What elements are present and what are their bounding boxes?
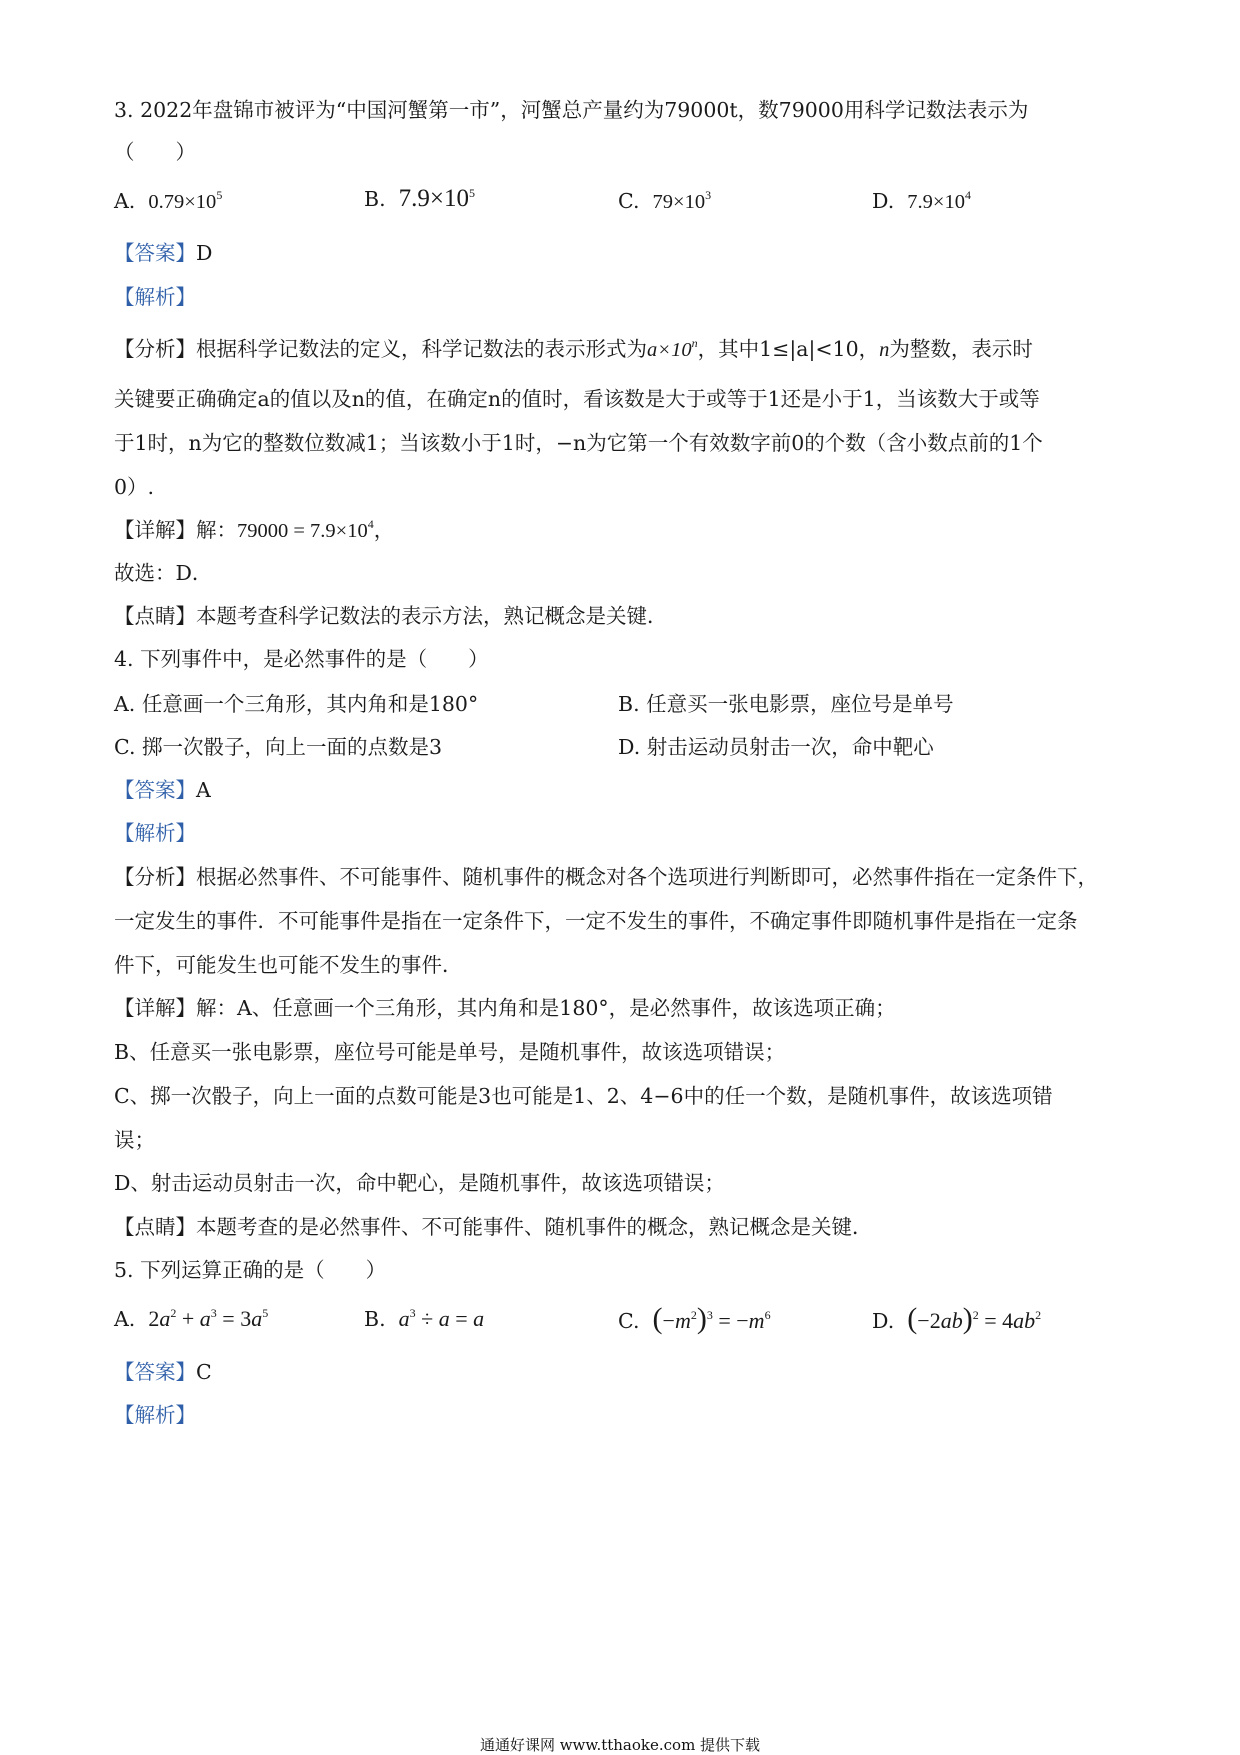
q4-analysis-line-2: 一定发生的事件．不可能事件是指在一定条件下，一定不发生的事件，不确定事件即随机事件是指在一定条 bbox=[114, 909, 1078, 933]
q4-option-c: C. 掷一次骰子，向上一面的点数是3 bbox=[114, 735, 443, 759]
q3-stem: 3. 2022年盘锦市被评为“中国河蟹第一市”，河蟹总产量约为79000t，数79000用科学记数法表示为 bbox=[114, 98, 1029, 122]
q5-option-d: D. $(-2ab)^2 = 4ab^2$ bbox=[872, 1302, 1042, 1335]
q4-detail-line-3: C、掷一次骰子，向上一面的点数可能是3也可能是1、2、4−6中的任一个数，是随机事件，故该选项错 bbox=[114, 1084, 1053, 1108]
q3-choose: 故选：D． bbox=[114, 561, 213, 585]
q3-analysis-line-1: 【分析】根据科学记数法的定义，科学记数法的表示形式为$a\times 10^n$，其中1≤|a|<10，n为整数，表示时 bbox=[114, 336, 1033, 361]
q4-detail-line-5: D、射击运动员射击一次，命中靶心，是随机事件，故该选项错误； bbox=[114, 1171, 725, 1195]
q4-option-d: D. 射击运动员射击一次，命中靶心 bbox=[618, 735, 934, 759]
q4-answer: 【答案】A bbox=[114, 778, 211, 802]
q3-option-d: D. $7.9\times 10^4$ bbox=[872, 188, 971, 213]
q3-analysis-line-2: 关键要正确确定a的值以及n的值，在确定n的值时，看该数是大于或等于1还是小于1，当该数大于或等 bbox=[114, 387, 1040, 411]
q5-analysis-heading: 【解析】 bbox=[114, 1403, 196, 1427]
q4-analysis-line-1: 【分析】根据必然事件、不可能事件、随机事件的概念对各个选项进行判断即可，必然事件指在一定条件下， bbox=[114, 865, 1098, 889]
q4-analysis-heading: 【解析】 bbox=[114, 821, 196, 845]
q4-analysis-line-3: 件下，可能发生也可能不发生的事件． bbox=[114, 953, 463, 977]
q4-detail-line-4: 误； bbox=[114, 1128, 155, 1152]
q3-analysis-heading: 【解析】 bbox=[114, 285, 196, 309]
q5-option-b: B. $a^3 \div a = a$ bbox=[364, 1306, 485, 1331]
q4-option-b: B. 任意买一张电影票，座位号是单号 bbox=[618, 692, 954, 716]
q4-option-a: A. 任意画一个三角形，其内角和是180° bbox=[114, 692, 479, 716]
q3-answer: 【答案】D bbox=[114, 241, 213, 265]
q5-option-a: A. $2a^2 + a^3 = 3a^5$ bbox=[114, 1306, 269, 1331]
q3-analysis-line-3: 于1时，n为它的整数位数减1；当该数小于1时，−n为它第一个有效数字前0的个数（含小数点前的1个 bbox=[114, 431, 1043, 455]
q5-option-c: C. $(-m^2)^3 = -m^6$ bbox=[618, 1302, 771, 1335]
q3-paren: （ ） bbox=[114, 140, 196, 164]
q3-option-a: A. $0.79\times 10^5$ bbox=[114, 188, 223, 213]
page-footer: 通通好课网 www.tthaoke.com 提供下载 bbox=[479, 1736, 761, 1754]
q4-stem: 4. 下列事件中，是必然事件的是（ ） bbox=[114, 647, 489, 671]
q4-detail-line-2: B、任意买一张电影票，座位号可能是单号，是随机事件，故该选项错误； bbox=[114, 1040, 786, 1064]
q3-dianjing: 【点睛】本题考查科学记数法的表示方法，熟记概念是关键． bbox=[114, 604, 668, 628]
q3-detail: 【详解】解：$79000 = 7.9\times 10^4$， bbox=[114, 517, 395, 542]
q3-option-c: C. $79\times 10^3$ bbox=[618, 188, 712, 213]
q4-dianjing: 【点睛】本题考查的是必然事件、不可能事件、随机事件的概念，熟记概念是关键． bbox=[114, 1215, 873, 1239]
q3-option-b: B. $7.9\times 10^5$ bbox=[364, 185, 475, 212]
q5-answer: 【答案】C bbox=[114, 1360, 212, 1384]
q5-stem: 5. 下列运算正确的是（ ） bbox=[114, 1258, 387, 1282]
q4-detail-line-1: 【详解】解：A、任意画一个三角形，其内角和是180°，是必然事件，故该选项正确； bbox=[114, 996, 896, 1020]
q3-analysis-line-4: 0）. bbox=[114, 475, 155, 499]
